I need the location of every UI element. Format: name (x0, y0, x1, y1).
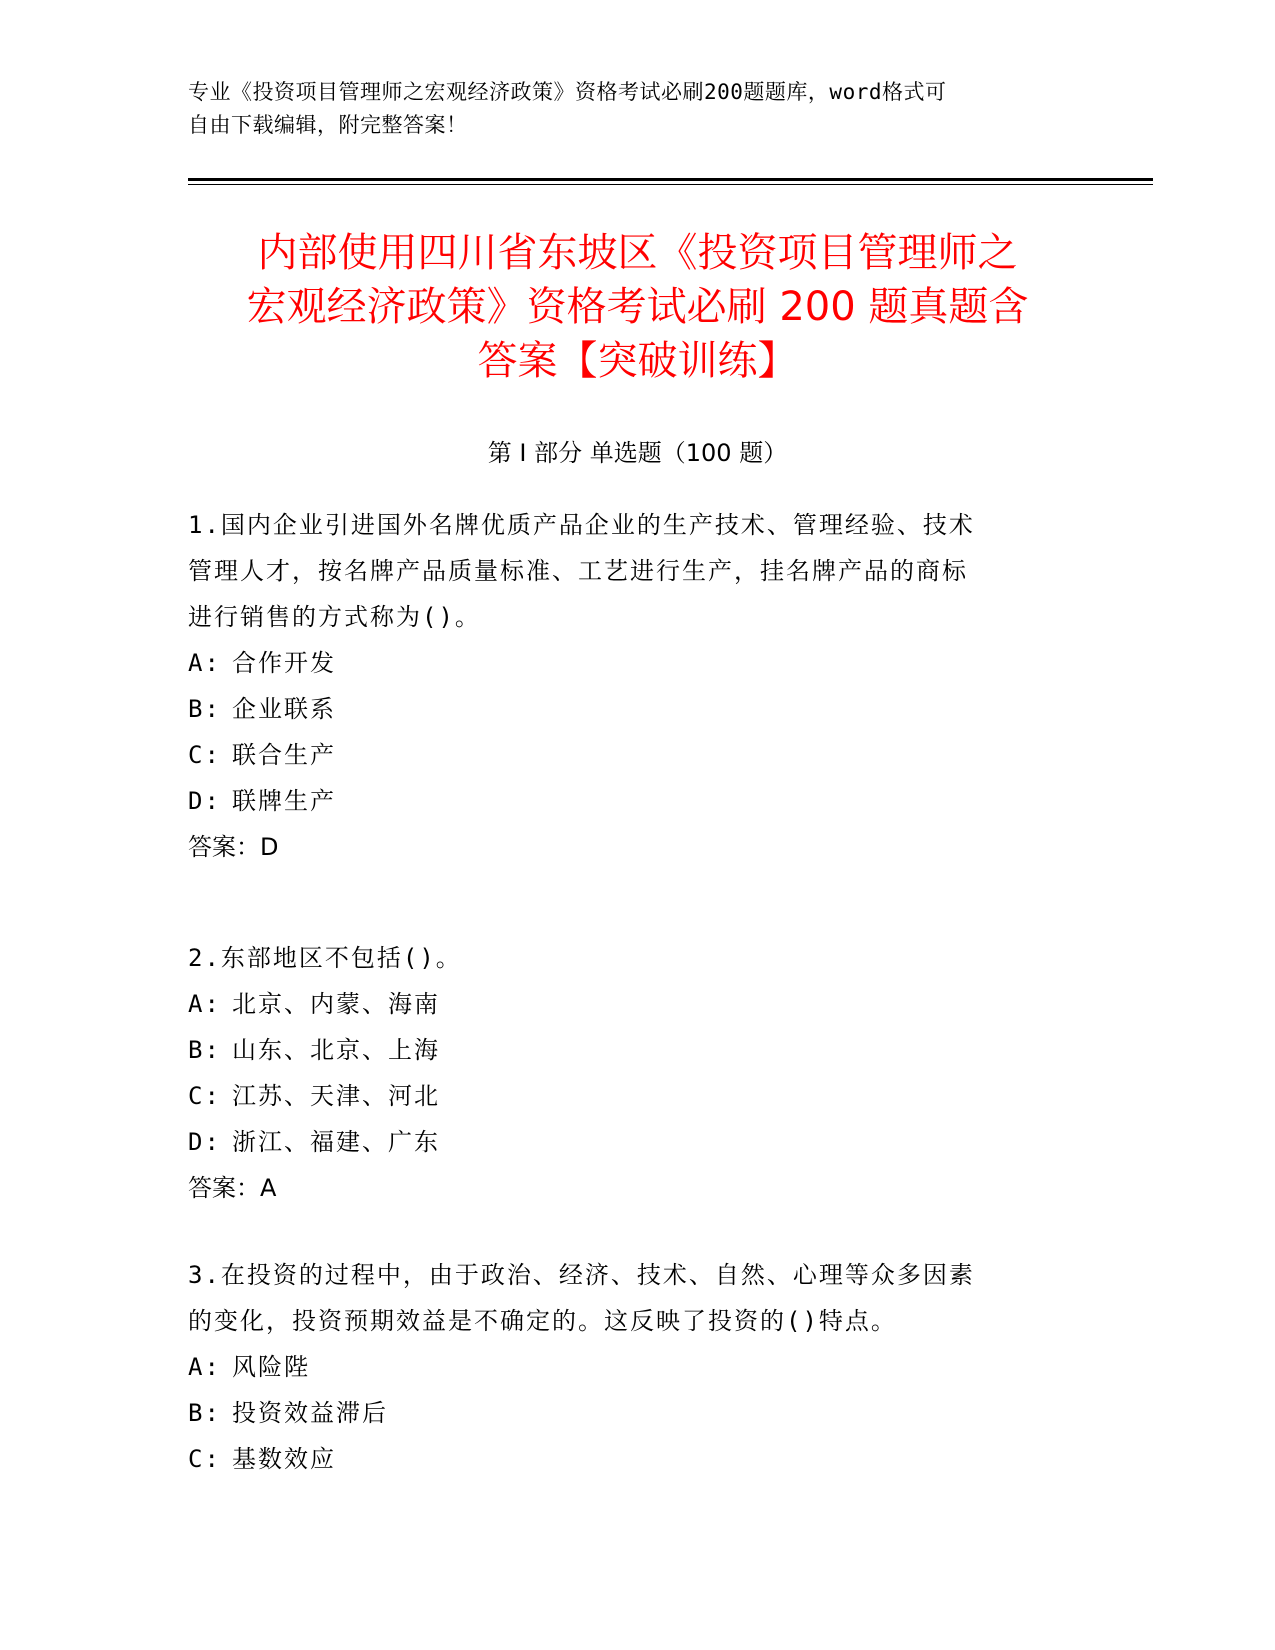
option-text: 风险陛 (232, 1353, 310, 1381)
option-a (188, 640, 1068, 686)
option-d (188, 1119, 1068, 1165)
question-1 (188, 502, 1068, 870)
question-stem-line: 的变化，投资预期效益是不确定的。这反映了投资的()特点。 (188, 1307, 897, 1335)
option-text: 北京、内蒙、海南 (232, 990, 440, 1018)
option-text: 联牌生产 (232, 787, 336, 815)
question-stem-line: 1.国内企业引进国外名牌优质产品企业的生产技术、管理经验、技术 (188, 511, 975, 539)
document-title-line-1: 内部使用四川省东坡区《投资项目管理师之 (257, 230, 1018, 276)
option-c (188, 1436, 1068, 1482)
question-stem-line: 管理人才，按名牌产品质量标准、工艺进行生产，挂名牌产品的商标 (188, 557, 968, 585)
option-text: 浙江、福建、广东 (232, 1128, 440, 1156)
option-letter: D: (188, 787, 221, 815)
option-text: 基数效应 (232, 1445, 336, 1473)
header-divider-thick (188, 178, 1153, 181)
question-3 (188, 1252, 1068, 1482)
option-text: 合作开发 (232, 649, 336, 677)
option-a (188, 1344, 1068, 1390)
option-c (188, 732, 1068, 778)
option-b (188, 1390, 1068, 1436)
question-stem-line: 3.在投资的过程中，由于政治、经济、技术、自然、心理等众多因素 (188, 1261, 975, 1289)
document-title-line-2: 宏观经济政策》资格考试必刷 200 题真题含 (246, 284, 1029, 330)
question-stem-line: 进行销售的方式称为()。 (188, 603, 481, 631)
option-letter: B: (188, 1399, 221, 1427)
option-b (188, 1027, 1068, 1073)
option-letter: A: (188, 990, 221, 1018)
option-letter: C: (188, 1445, 221, 1473)
document-title (150, 226, 1125, 388)
header-divider-thin (188, 184, 1153, 185)
option-a (188, 981, 1068, 1027)
question-stem-line: 2.东部地区不包括()。 (188, 944, 462, 972)
option-text: 山东、北京、上海 (232, 1036, 440, 1064)
header-note-line-2: 自由下载编辑，附完整答案！ (188, 113, 468, 137)
option-letter: C: (188, 741, 221, 769)
option-b (188, 686, 1068, 732)
question-2 (188, 935, 1068, 1211)
option-letter: B: (188, 695, 221, 723)
document-title-line-3: 答案【突破训练】 (477, 338, 798, 384)
option-text: 联合生产 (232, 741, 336, 769)
header-note-line-1: 专业《投资项目管理师之宏观经济政策》资格考试必刷200题题库，word格式可 (188, 80, 947, 104)
option-letter: A: (188, 649, 221, 677)
option-text: 江苏、天津、河北 (232, 1082, 440, 1110)
option-d (188, 778, 1068, 824)
option-text: 企业联系 (232, 695, 336, 723)
section-heading: 第 I 部分 单选题（100 题） (487, 439, 788, 467)
header-note (188, 76, 1068, 142)
option-letter: C: (188, 1082, 221, 1110)
option-c (188, 1073, 1068, 1119)
answer-line: 答案：A (188, 1174, 277, 1202)
option-letter: B: (188, 1036, 221, 1064)
option-letter: D: (188, 1128, 221, 1156)
option-letter: A: (188, 1353, 221, 1381)
option-text: 投资效益滞后 (232, 1399, 388, 1427)
answer-line: 答案：D (188, 833, 279, 861)
